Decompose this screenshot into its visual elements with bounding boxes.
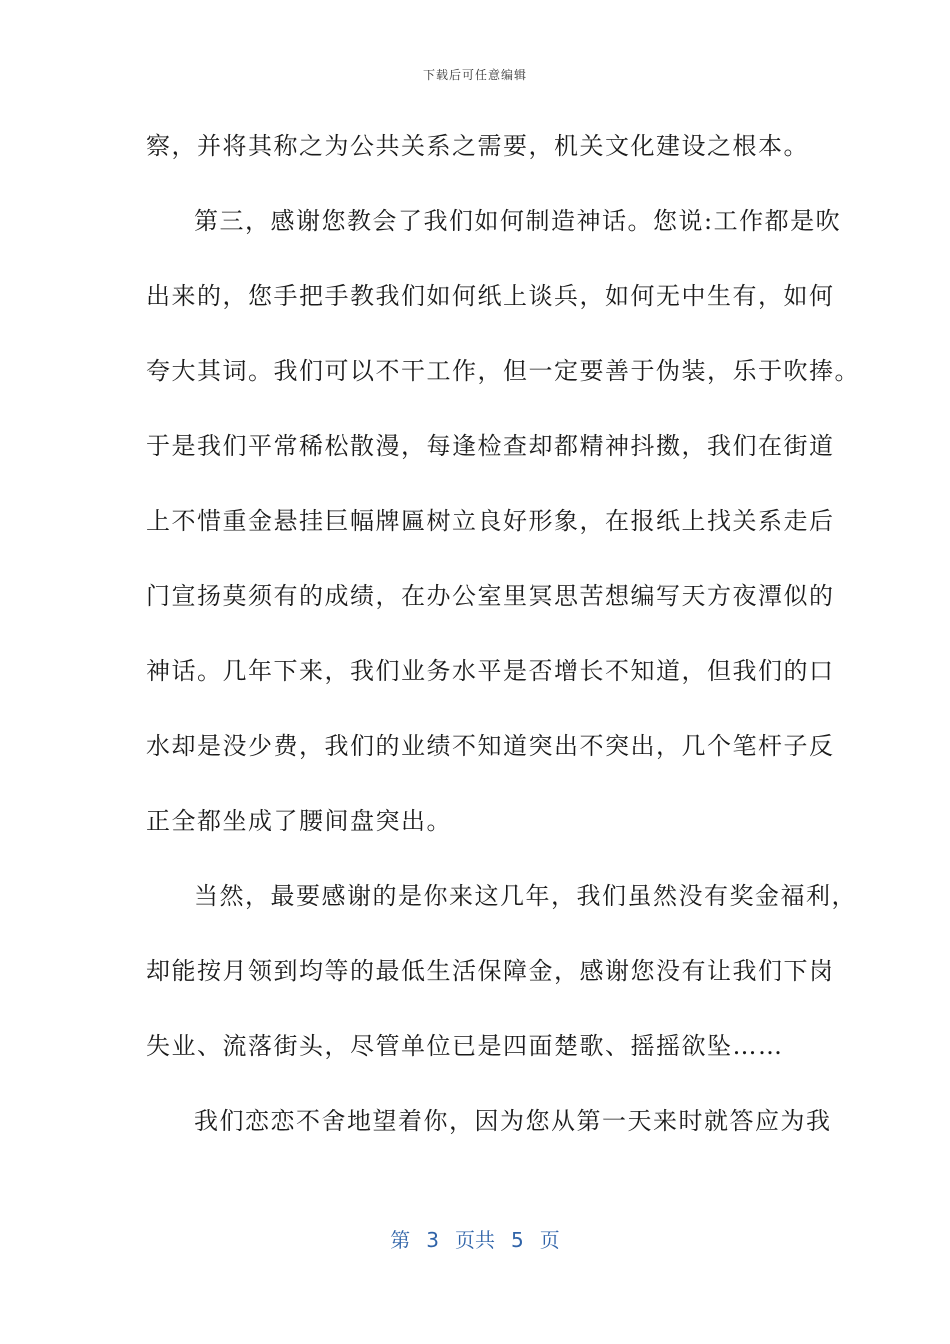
paragraph-start-line: 当然，最要感谢的是你来这几年，我们虽然没有奖金福利，: [194, 882, 857, 910]
page-label-prefix: 第: [390, 1228, 411, 1252]
total-pages-number: 5: [511, 1228, 524, 1252]
text-line: 失业、流落街头，尽管单位已是四面楚歌、摇摇欲坠……: [146, 1032, 784, 1060]
text-line: 于是我们平常稀松散漫，每逢检查却都精神抖擞，我们在街道: [146, 432, 835, 460]
text-line: 水却是没少费，我们的业绩不知道突出不突出，几个笔杆子反: [146, 732, 835, 760]
text-line: 出来的，您手把手教我们如何纸上谈兵，如何无中生有，如何: [146, 282, 835, 310]
text-line: 门宣扬莫须有的成绩，在办公室里冥思苦想编写天方夜潭似的: [146, 582, 835, 610]
text-line: 夸大其词。我们可以不干工作，但一定要善于伪装，乐于吹捧。: [146, 357, 860, 385]
current-page-number: 3: [426, 1228, 439, 1252]
page-label-mid: 页共: [455, 1228, 495, 1252]
text-line: 察，并将其称之为公共关系之需要，机关文化建设之根本。: [146, 132, 809, 160]
paragraph-start-line: 我们恋恋不舍地望着你，因为您从第一天来时就答应为我: [194, 1107, 832, 1135]
page-label-suffix: 页: [539, 1228, 560, 1252]
text-line: 神话。几年下来，我们业务水平是否增长不知道，但我们的口: [146, 657, 835, 685]
paragraph-start-line: 第三，感谢您教会了我们如何制造神话。您说:工作都是吹: [194, 207, 842, 235]
text-line: 正全都坐成了腰间盘突出。: [146, 807, 452, 835]
page-footer: [0, 1224, 950, 1253]
document-body: [146, 126, 860, 1176]
text-line: 却能按月领到均等的最低生活保障金，感谢您没有让我们下岗: [146, 957, 835, 985]
page-header: 下载后可任意编辑: [422, 68, 527, 82]
text-line: 上不惜重金悬挂巨幅牌匾树立良好形象，在报纸上找关系走后: [146, 507, 835, 535]
